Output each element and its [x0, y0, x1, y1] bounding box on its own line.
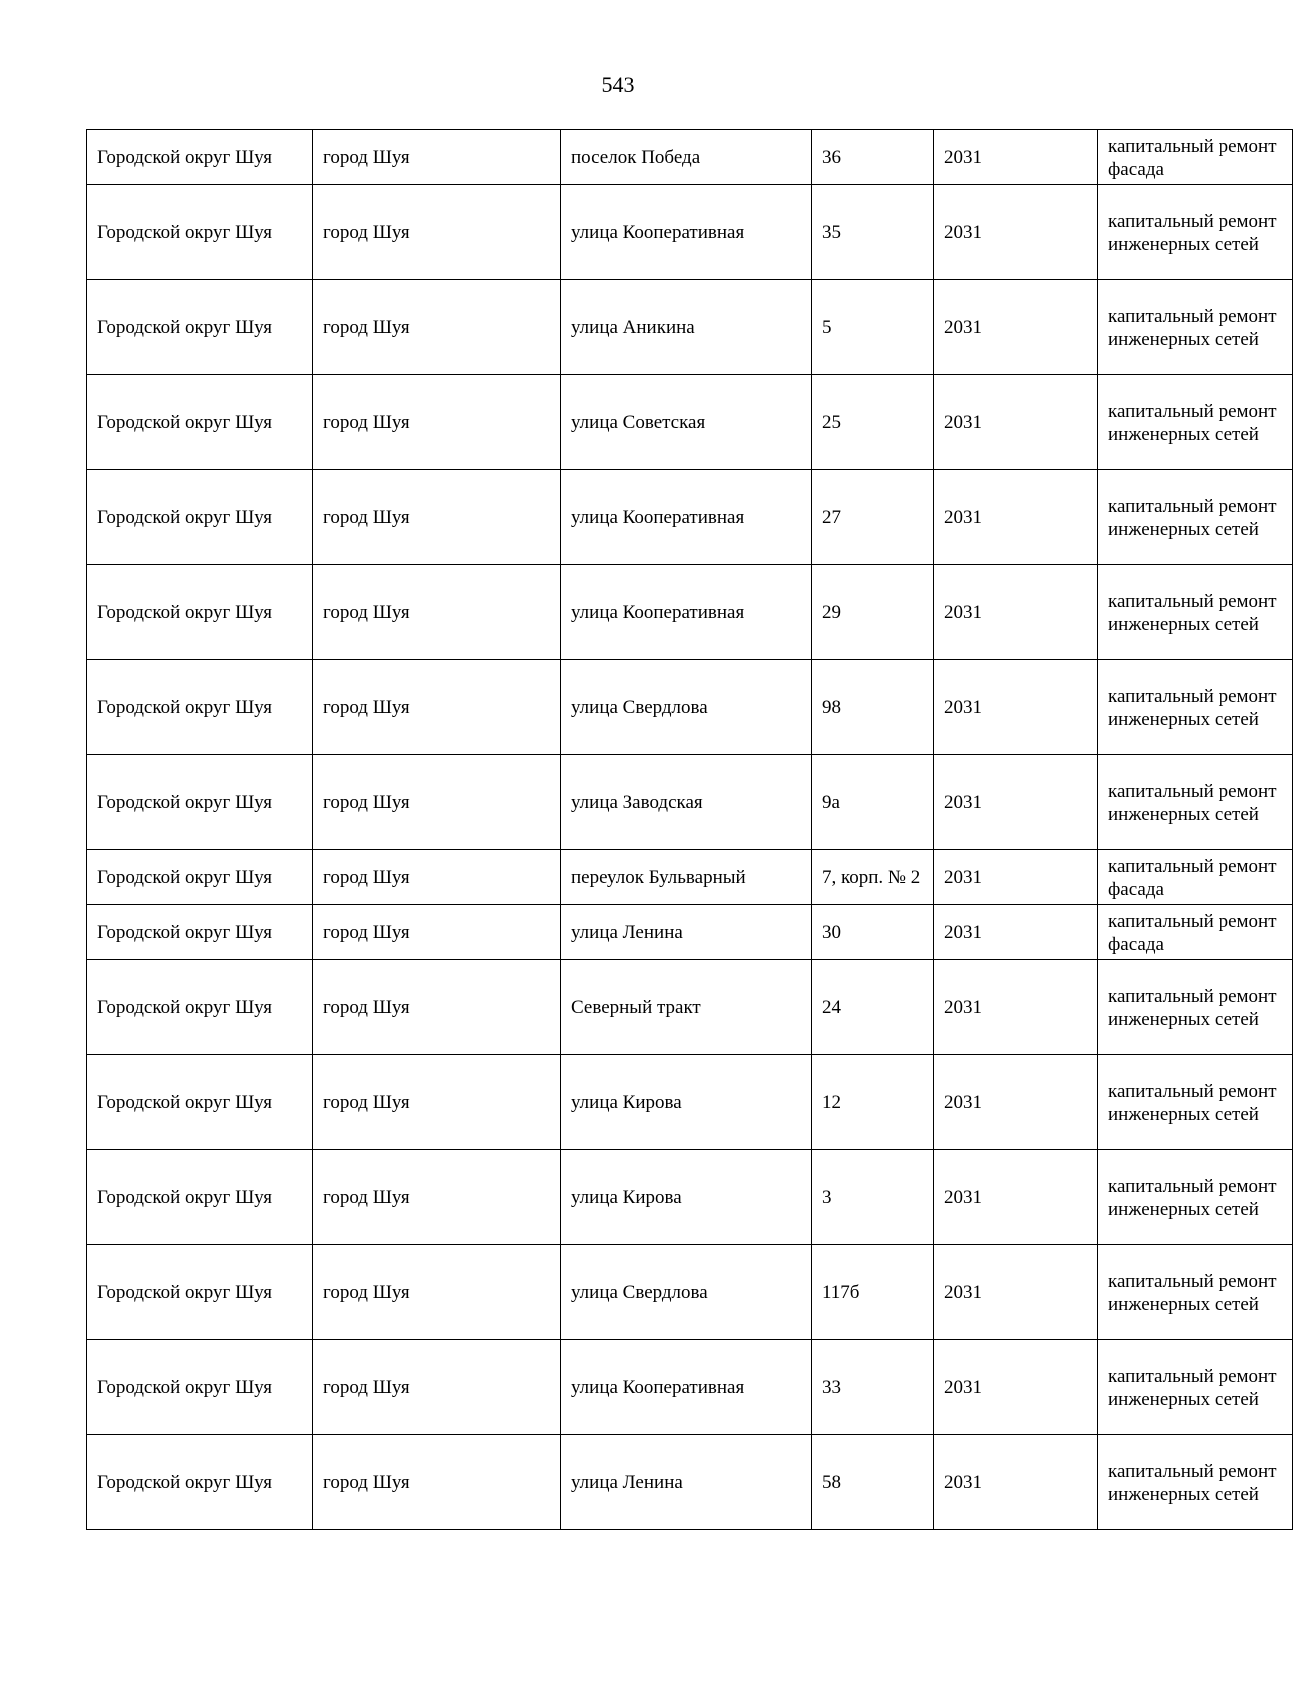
year-cell: 2031: [934, 375, 1098, 470]
work-type-cell: капитальный ремонт фасада: [1098, 130, 1293, 185]
district-cell: Городской округ Шуя: [87, 905, 313, 960]
year-cell: 2031: [934, 1150, 1098, 1245]
house-number-cell: 27: [812, 470, 934, 565]
table-row: [87, 850, 1293, 905]
city-cell: город Шуя: [313, 905, 561, 960]
table-row: [87, 470, 1293, 565]
street-cell: улица Кооперативная: [561, 470, 812, 565]
year-cell: 2031: [934, 755, 1098, 850]
work-type-cell: капитальный ремонт фасада: [1098, 850, 1293, 905]
street-cell: улица Кирова: [561, 1055, 812, 1150]
table-row: [87, 280, 1293, 375]
work-type-cell: капитальный ремонт инженерных сетей: [1098, 185, 1293, 280]
house-number-cell: 33: [812, 1340, 934, 1435]
street-cell: улица Свердлова: [561, 1245, 812, 1340]
work-type-cell: капитальный ремонт инженерных сетей: [1098, 1340, 1293, 1435]
city-cell: город Шуя: [313, 850, 561, 905]
house-number-cell: 35: [812, 185, 934, 280]
table-row: [87, 1150, 1293, 1245]
district-cell: Городской округ Шуя: [87, 960, 313, 1055]
street-cell: улица Ленина: [561, 905, 812, 960]
street-cell: улица Свердлова: [561, 660, 812, 755]
city-cell: город Шуя: [313, 1150, 561, 1245]
work-type-cell: капитальный ремонт инженерных сетей: [1098, 1055, 1293, 1150]
street-cell: поселок Победа: [561, 130, 812, 185]
table-row: [87, 1340, 1293, 1435]
table-row: [87, 375, 1293, 470]
work-type-cell: капитальный ремонт инженерных сетей: [1098, 375, 1293, 470]
street-cell: улица Кирова: [561, 1150, 812, 1245]
year-cell: 2031: [934, 1055, 1098, 1150]
city-cell: город Шуя: [313, 185, 561, 280]
year-cell: 2031: [934, 660, 1098, 755]
district-cell: Городской округ Шуя: [87, 565, 313, 660]
work-type-cell: капитальный ремонт инженерных сетей: [1098, 565, 1293, 660]
city-cell: город Шуя: [313, 280, 561, 375]
house-number-cell: 58: [812, 1435, 934, 1530]
district-cell: Городской округ Шуя: [87, 1435, 313, 1530]
street-cell: улица Заводская: [561, 755, 812, 850]
work-type-cell: капитальный ремонт инженерных сетей: [1098, 660, 1293, 755]
work-type-cell: капитальный ремонт инженерных сетей: [1098, 960, 1293, 1055]
year-cell: 2031: [934, 1340, 1098, 1435]
house-number-cell: 12: [812, 1055, 934, 1150]
house-number-cell: 5: [812, 280, 934, 375]
table-row: [87, 1435, 1293, 1530]
work-type-cell: капитальный ремонт фасада: [1098, 905, 1293, 960]
city-cell: город Шуя: [313, 565, 561, 660]
year-cell: 2031: [934, 130, 1098, 185]
district-cell: Городской округ Шуя: [87, 660, 313, 755]
house-number-cell: 29: [812, 565, 934, 660]
work-type-cell: капитальный ремонт инженерных сетей: [1098, 280, 1293, 375]
district-cell: Городской округ Шуя: [87, 470, 313, 565]
street-cell: Северный тракт: [561, 960, 812, 1055]
year-cell: 2031: [934, 1245, 1098, 1340]
district-cell: Городской округ Шуя: [87, 1150, 313, 1245]
district-cell: Городской округ Шуя: [87, 755, 313, 850]
street-cell: улица Советская: [561, 375, 812, 470]
year-cell: 2031: [934, 280, 1098, 375]
housing-repair-table: [86, 129, 1293, 1530]
house-number-cell: 7, корп. № 2: [812, 850, 934, 905]
city-cell: город Шуя: [313, 470, 561, 565]
street-cell: улица Ленина: [561, 1435, 812, 1530]
city-cell: город Шуя: [313, 1055, 561, 1150]
district-cell: Городской округ Шуя: [87, 185, 313, 280]
district-cell: Городской округ Шуя: [87, 1245, 313, 1340]
work-type-cell: капитальный ремонт инженерных сетей: [1098, 1435, 1293, 1530]
table-row: [87, 960, 1293, 1055]
table-row: [87, 1055, 1293, 1150]
year-cell: 2031: [934, 470, 1098, 565]
street-cell: улица Кооперативная: [561, 565, 812, 660]
street-cell: улица Кооперативная: [561, 185, 812, 280]
street-cell: улица Аникина: [561, 280, 812, 375]
table-row: [87, 660, 1293, 755]
work-type-cell: капитальный ремонт инженерных сетей: [1098, 1150, 1293, 1245]
house-number-cell: 30: [812, 905, 934, 960]
district-cell: Городской округ Шуя: [87, 130, 313, 185]
city-cell: город Шуя: [313, 130, 561, 185]
table-row: [87, 185, 1293, 280]
table-row: [87, 1245, 1293, 1340]
street-cell: переулок Бульварный: [561, 850, 812, 905]
city-cell: город Шуя: [313, 1340, 561, 1435]
work-type-cell: капитальный ремонт инженерных сетей: [1098, 470, 1293, 565]
city-cell: город Шуя: [313, 960, 561, 1055]
year-cell: 2031: [934, 565, 1098, 660]
table-body: [87, 130, 1293, 1530]
city-cell: город Шуя: [313, 375, 561, 470]
city-cell: город Шуя: [313, 1245, 561, 1340]
year-cell: 2031: [934, 1435, 1098, 1530]
house-number-cell: 24: [812, 960, 934, 1055]
table-row: [87, 565, 1293, 660]
house-number-cell: 117б: [812, 1245, 934, 1340]
district-cell: Городской округ Шуя: [87, 1055, 313, 1150]
city-cell: город Шуя: [313, 755, 561, 850]
year-cell: 2031: [934, 850, 1098, 905]
table-row: [87, 130, 1293, 185]
district-cell: Городской округ Шуя: [87, 1340, 313, 1435]
district-cell: Городской округ Шуя: [87, 280, 313, 375]
year-cell: 2031: [934, 905, 1098, 960]
house-number-cell: 25: [812, 375, 934, 470]
page-number: 543: [601, 72, 635, 97]
house-number-cell: 98: [812, 660, 934, 755]
city-cell: город Шуя: [313, 660, 561, 755]
city-cell: город Шуя: [313, 1435, 561, 1530]
house-number-cell: 3: [812, 1150, 934, 1245]
house-number-cell: 9а: [812, 755, 934, 850]
table-row: [87, 755, 1293, 850]
work-type-cell: капитальный ремонт инженерных сетей: [1098, 1245, 1293, 1340]
street-cell: улица Кооперативная: [561, 1340, 812, 1435]
work-type-cell: капитальный ремонт инженерных сетей: [1098, 755, 1293, 850]
year-cell: 2031: [934, 960, 1098, 1055]
table-row: [87, 905, 1293, 960]
district-cell: Городской округ Шуя: [87, 850, 313, 905]
year-cell: 2031: [934, 185, 1098, 280]
house-number-cell: 36: [812, 130, 934, 185]
district-cell: Городской округ Шуя: [87, 375, 313, 470]
